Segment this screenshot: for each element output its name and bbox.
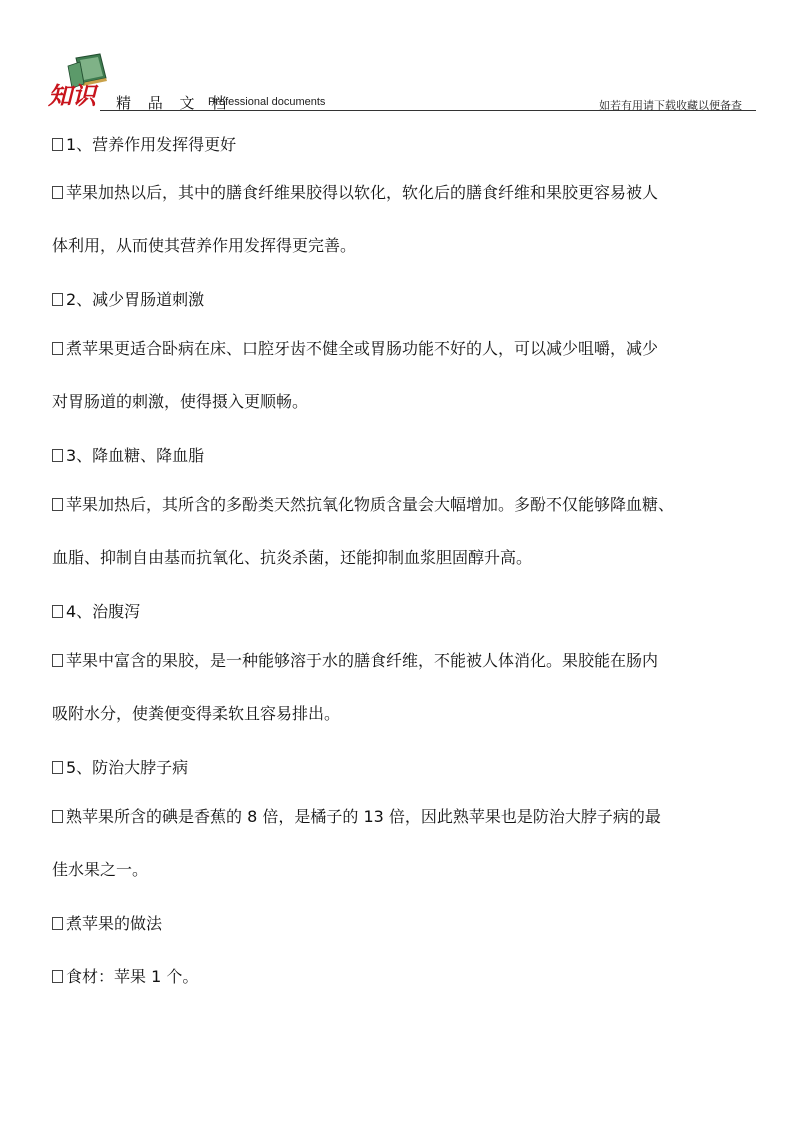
missing-glyph-box-icon [52,449,63,462]
missing-glyph-box-icon [52,498,63,511]
paragraph-line [52,545,532,571]
paragraph-line [52,857,148,883]
line-text: 5、防治大脖子病 [66,758,189,777]
missing-glyph-box-icon [52,186,63,199]
line-text: 苹果加热以后，其中的膳食纤维果胶得以软化，软化后的膳食纤维和果胶更容易被人 [66,183,659,202]
line-text: 4、治腹泻 [66,602,141,621]
missing-glyph-box-icon [52,970,63,983]
section-heading [52,964,198,990]
header-subtitle: Professional documents [208,96,326,108]
line-text: 苹果中富含的果胶，是一种能够溶于水的膳食纤维，不能被人体消化。果胶能在肠内 [66,651,659,670]
line-text: 对胃肠道的刺激，使得摄入更顺畅。 [52,392,309,411]
section-heading [52,443,204,469]
line-text: 血脂、抑制自由基而抗氧化、抗炎杀菌，还能抑制血浆胆固醇升高。 [52,548,533,567]
missing-glyph-box-icon [52,810,63,823]
paragraph-line [52,492,674,518]
paragraph-line [52,804,661,830]
section-heading [52,755,188,781]
missing-glyph-box-icon [52,761,63,774]
section-heading [52,287,204,313]
missing-glyph-box-icon [52,293,63,306]
paragraph-line [52,233,356,259]
line-text: 煮苹果的做法 [66,914,163,933]
missing-glyph-box-icon [52,917,63,930]
section-heading [52,132,236,158]
line-text: 2、减少胃肠道刺激 [66,290,205,309]
page-header [46,52,756,114]
line-text: 吸附水分，使粪便变得柔软且容易排出。 [52,704,341,723]
header-title: 精 品 文 档 [116,94,233,112]
line-text: 苹果加热后，其所含的多酚类天然抗氧化物质含量会大幅增加。多酚不仅能够降血糖、 [66,495,675,514]
section-heading [52,599,140,625]
paragraph-line [52,389,308,415]
missing-glyph-box-icon [52,138,63,151]
paragraph-line [52,648,658,674]
line-text: 体利用，从而使其营养作用发挥得更完善。 [52,236,357,255]
line-text: 3、降血糖、降血脂 [66,446,205,465]
line-text: 食材：苹果 1 个。 [66,967,199,986]
svg-text:知识: 知识 [48,81,96,110]
line-text: 佳水果之一。 [52,860,149,879]
missing-glyph-box-icon [52,654,63,667]
book-logo-icon [46,52,112,110]
paragraph-line [52,701,340,727]
section-heading [52,911,162,937]
missing-glyph-box-icon [52,605,63,618]
line-text: 1、营养作用发挥得更好 [66,135,237,154]
header-divider [100,110,756,111]
header-note: 如若有用请下载收藏以便备查 [599,99,742,112]
line-text: 熟苹果所含的碘是香蕉的 8 倍，是橘子的 13 倍，因此熟苹果也是防治大脖子病的最 [66,807,661,826]
paragraph-line [52,336,658,362]
line-text: 煮苹果更适合卧病在床、口腔牙齿不健全或胃肠功能不好的人，可以减少咀嚼，减少 [66,339,659,358]
paragraph-line [52,180,658,206]
missing-glyph-box-icon [52,342,63,355]
